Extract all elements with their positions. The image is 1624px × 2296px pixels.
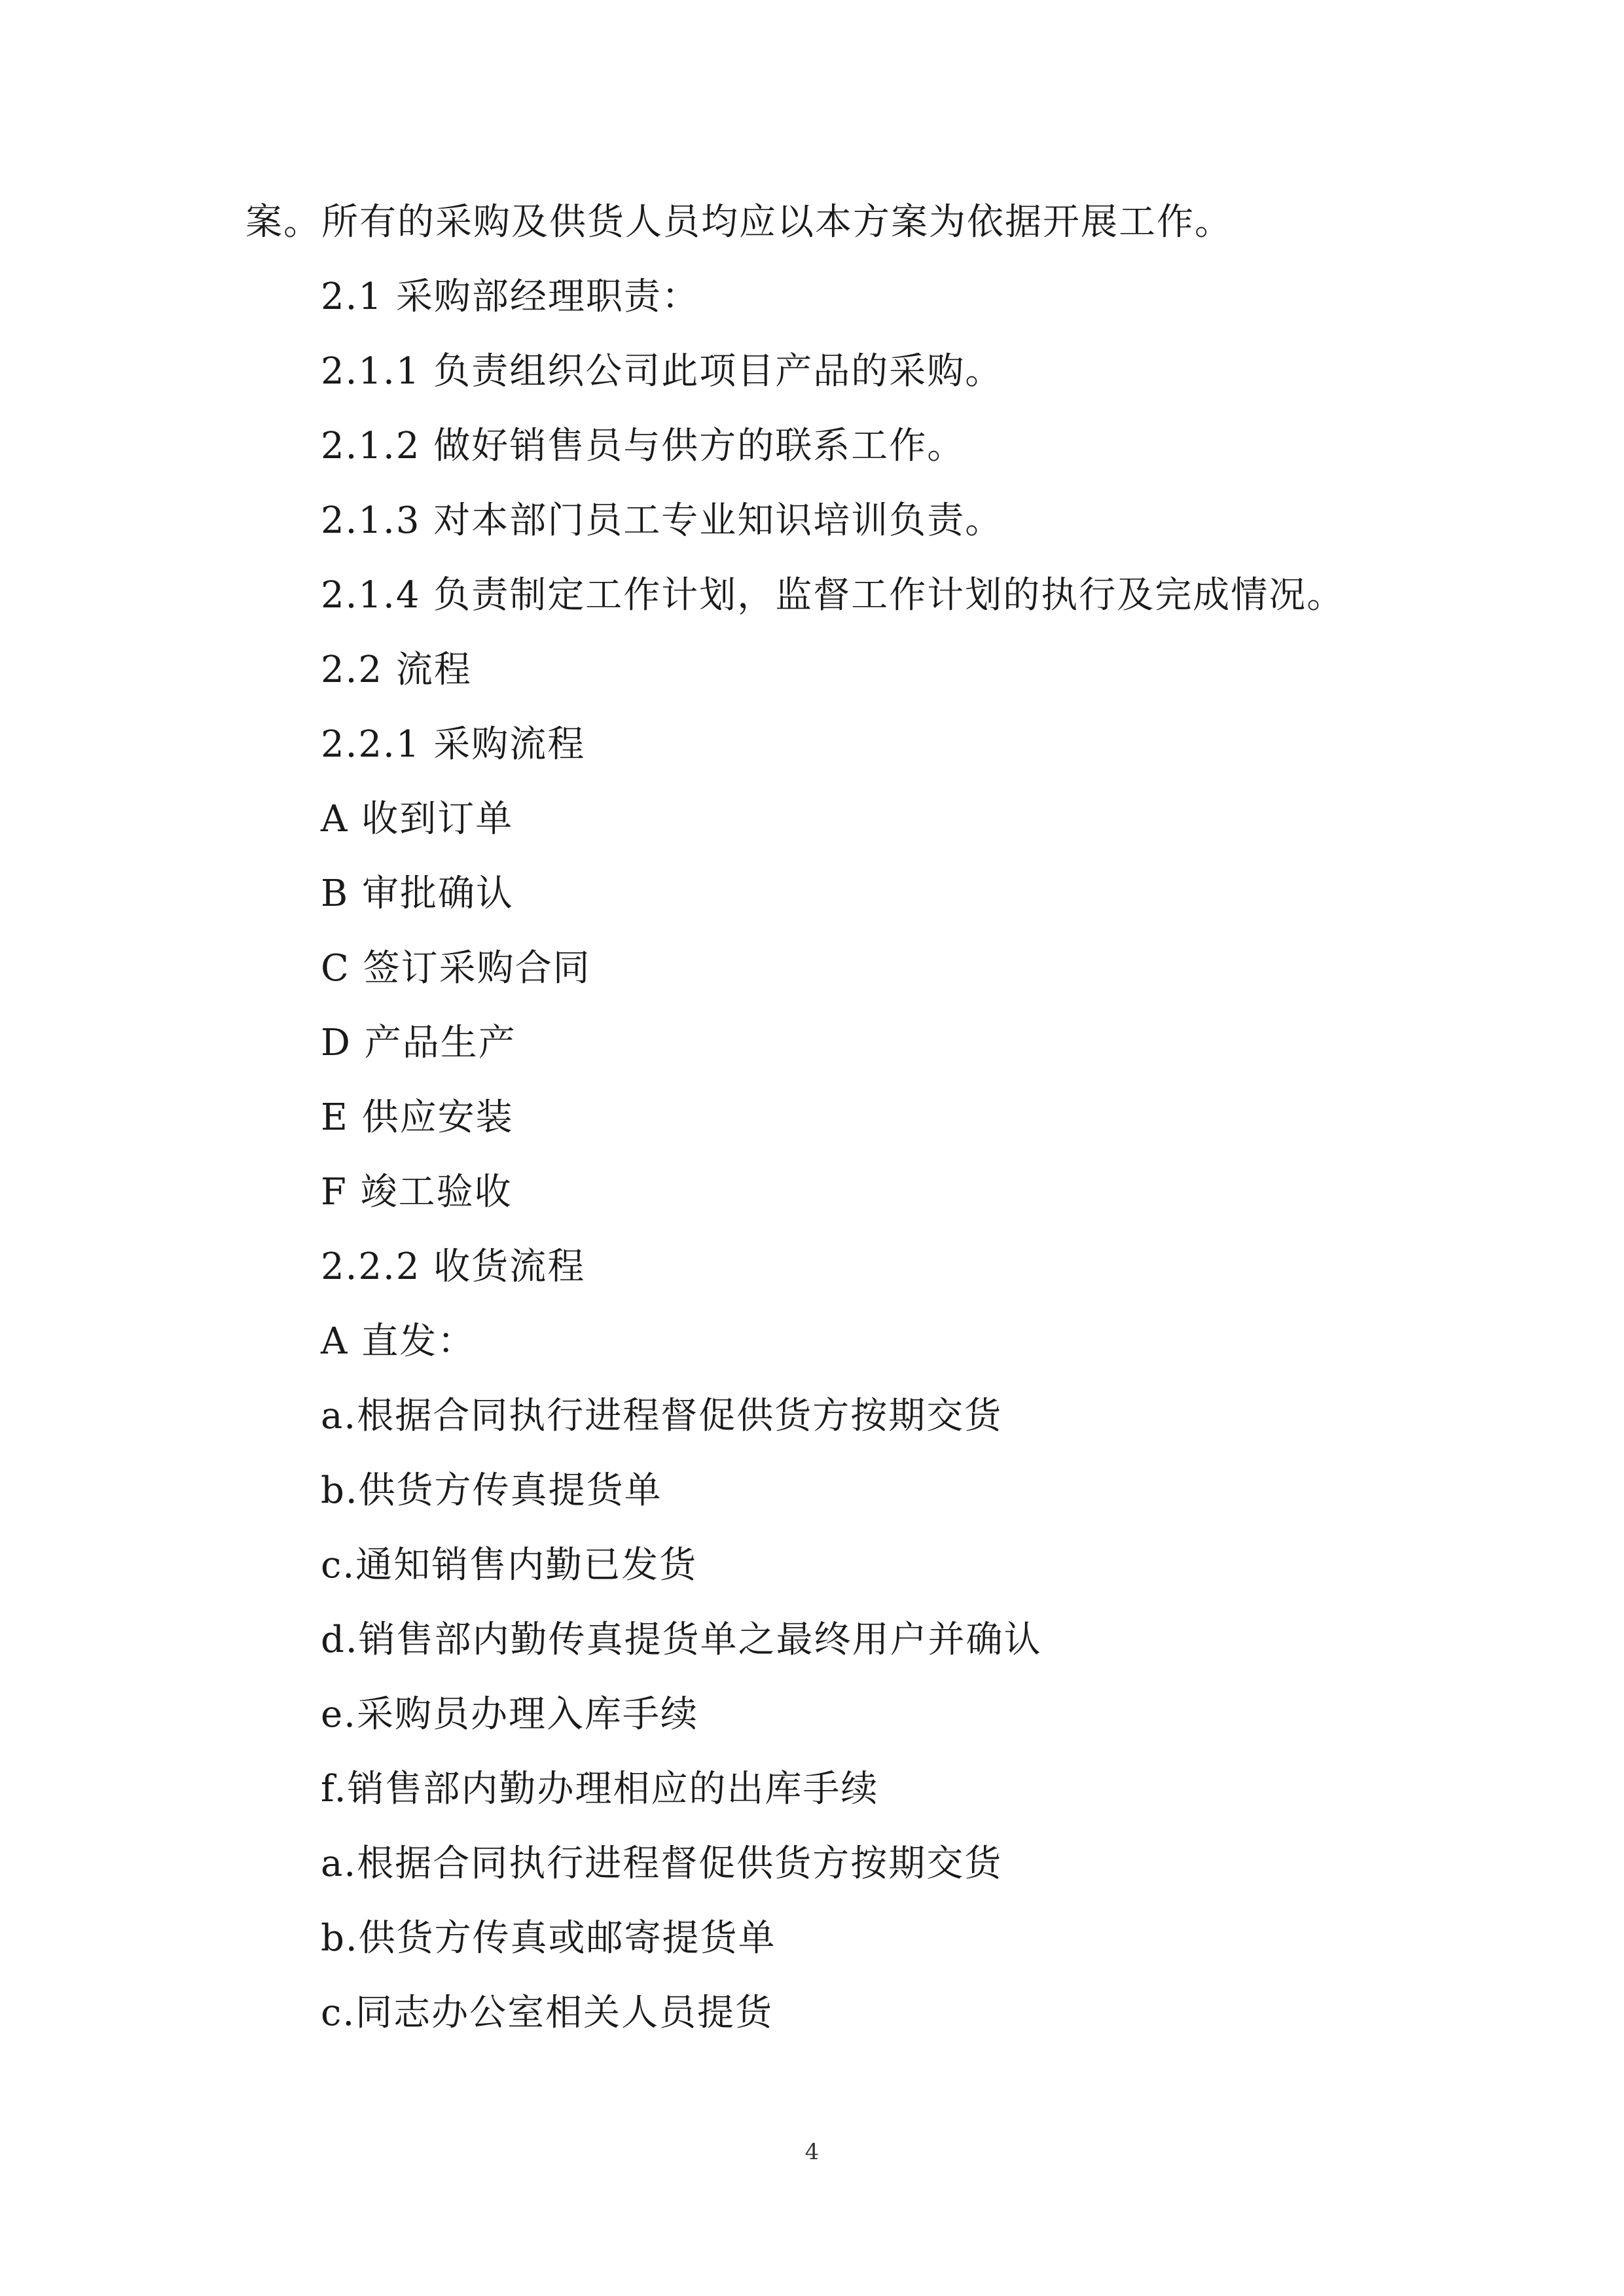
list-item-2-1-4: 2.1.4 负责制定工作计划，监督工作计划的执行及完成情况。 xyxy=(321,574,1345,617)
subsection-heading-2-2-1: 2.2.1 采购流程 xyxy=(321,723,586,766)
receiving-heading-direct: A 直发： xyxy=(321,1320,476,1363)
receiving-step-f: f.销售部内勤办理相应的出库手续 xyxy=(321,1768,879,1810)
subsection-heading-2-2-2: 2.2.2 收货流程 xyxy=(321,1246,586,1288)
page-number: 4 xyxy=(804,2139,820,2165)
procurement-step-b: B 审批确认 xyxy=(321,872,514,915)
section-heading-2-1: 2.1 采购部经理职责： xyxy=(321,276,700,318)
pickup-step-c: c.同志办公室相关人员提货 xyxy=(321,1992,774,2034)
procurement-step-c: C 签订采购合同 xyxy=(321,947,591,990)
list-item-2-1-1: 2.1.1 负责组织公司此项目产品的采购。 xyxy=(321,350,1003,393)
receiving-step-b: b.供货方传真提货单 xyxy=(321,1469,662,1512)
paragraph-continuation: 案。所有的采购及供货人员均应以本方案为依据开展工作。 xyxy=(245,201,1233,243)
receiving-step-a: a.根据合同执行进程督促供货方按期交货 xyxy=(321,1395,1003,1437)
procurement-step-e: E 供应安装 xyxy=(321,1096,514,1139)
receiving-step-d: d.销售部内勤传真提货单之最终用户并确认 xyxy=(321,1619,1042,1661)
receiving-step-e: e.采购员办理入库手续 xyxy=(321,1693,698,1736)
procurement-step-f: F 竣工验收 xyxy=(321,1171,513,1213)
procurement-step-a: A 收到订单 xyxy=(321,798,514,840)
list-item-2-1-3: 2.1.3 对本部门员工专业知识培训负责。 xyxy=(321,499,1003,542)
procurement-step-d: D 产品生产 xyxy=(321,1022,516,1064)
pickup-step-a: a.根据合同执行进程督促供货方按期交货 xyxy=(321,1842,1003,1885)
pickup-step-b: b.供货方传真或邮寄提货单 xyxy=(321,1917,776,1960)
list-item-2-1-2: 2.1.2 做好销售员与供方的联系工作。 xyxy=(321,425,965,467)
receiving-step-c: c.通知销售内勤已发货 xyxy=(321,1544,698,1587)
section-heading-2-2: 2.2 流程 xyxy=(321,649,472,691)
